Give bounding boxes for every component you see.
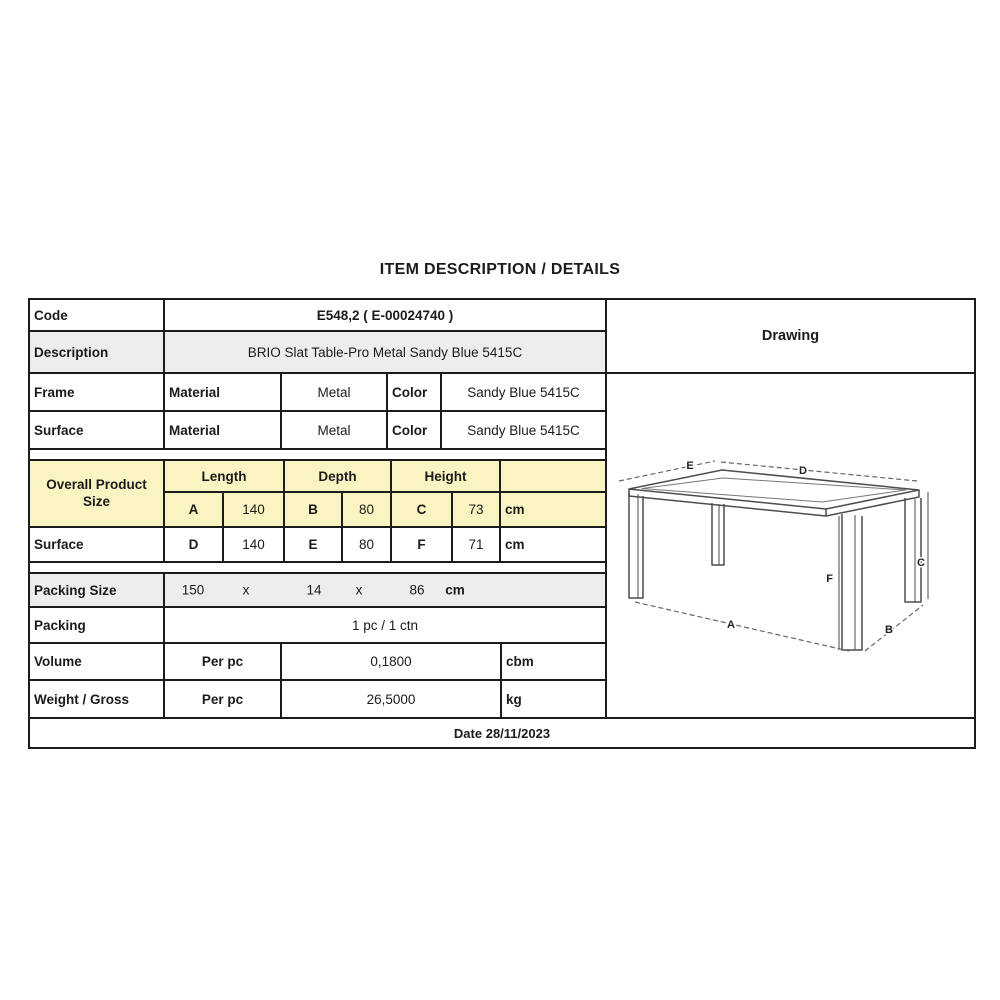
dim-value-a: 140 xyxy=(224,493,285,528)
drawing-label-c: C xyxy=(917,557,925,569)
description-label: Description xyxy=(30,332,165,372)
code-value: E548,2 ( E-00024740 ) xyxy=(316,307,454,323)
back-left-leg xyxy=(712,503,724,565)
surface-material-value: Metal xyxy=(282,412,388,448)
drawing-header: Drawing xyxy=(607,300,974,374)
depth-header: Depth xyxy=(285,461,392,493)
packing-size-times: x xyxy=(355,582,363,598)
surface-material-label: Material xyxy=(165,412,282,448)
tabletop-inset-line xyxy=(642,478,906,502)
weight-basis: Per pc xyxy=(165,681,282,717)
date-row xyxy=(30,717,974,747)
drawing-label-f: F xyxy=(826,573,833,585)
frame-color-label: Color xyxy=(388,374,442,410)
dim-key-a: A xyxy=(165,493,224,528)
dim-value-c: 73 xyxy=(453,493,501,528)
front-right-leg xyxy=(842,514,862,650)
dim-value-e: 80 xyxy=(343,528,392,561)
frame-material-value: Metal xyxy=(282,374,388,410)
weight-value: 26,5000 xyxy=(282,681,502,717)
height-header: Height xyxy=(392,461,501,493)
weight-label: Weight / Gross xyxy=(30,681,165,717)
tabletop-outline xyxy=(629,470,919,509)
drawing-canvas xyxy=(607,374,974,717)
packing-value: 1 pc / 1 ctn xyxy=(351,617,419,633)
back-right-leg xyxy=(905,498,921,602)
packing-size-depth: 14 xyxy=(306,582,322,598)
drawing-label-b: B xyxy=(885,624,893,636)
code-label: Code xyxy=(30,300,165,330)
size-header-unit-spacer xyxy=(501,461,605,493)
overall-unit: cm xyxy=(501,493,605,528)
date-value: Date 28/11/2023 xyxy=(453,725,551,741)
drawing-label-a: A xyxy=(727,619,735,631)
frame-color-value: Sandy Blue 5415C xyxy=(467,384,580,400)
volume-basis: Per pc xyxy=(165,644,282,679)
surface-color-value: Sandy Blue 5415C xyxy=(467,422,580,438)
table-upper-section xyxy=(30,300,974,717)
volume-row xyxy=(30,644,605,681)
overall-size-label: Overall Product Size xyxy=(30,461,165,528)
frame-row xyxy=(30,374,605,412)
packing-size-values xyxy=(165,574,605,606)
description-value: BRIO Slat Table-Pro Metal Sandy Blue 5415C xyxy=(247,344,523,360)
dim-line-d xyxy=(721,462,917,481)
dim-key-c: C xyxy=(392,493,453,528)
dim-value-f: 71 xyxy=(453,528,501,561)
drawing-label-e: E xyxy=(686,460,694,472)
volume-unit: cbm xyxy=(506,654,534,669)
packing-size-height: 86 xyxy=(409,582,425,598)
dim-key-f: F xyxy=(392,528,453,561)
packing-size-row xyxy=(30,574,605,608)
dim-value-b: 80 xyxy=(343,493,392,528)
code-row xyxy=(30,300,605,332)
length-header: Length xyxy=(165,461,285,493)
drawing-label-d: D xyxy=(799,465,807,477)
data-column xyxy=(30,300,607,717)
dim-value-d: 140 xyxy=(224,528,285,561)
drawing-column xyxy=(607,300,974,717)
dim-line-a xyxy=(635,602,849,651)
weight-unit: kg xyxy=(506,691,522,707)
surface-label: Surface xyxy=(30,412,165,448)
section-separator xyxy=(30,450,605,461)
packing-size-length: 150 xyxy=(181,582,205,598)
packing-label: Packing xyxy=(30,608,165,642)
dim-key-d: D xyxy=(165,528,224,561)
packing-row xyxy=(30,608,605,644)
volume-label: Volume xyxy=(30,644,165,679)
table-technical-drawing xyxy=(607,374,970,711)
surface-unit: cm xyxy=(505,537,525,552)
packing-size-label: Packing Size xyxy=(30,574,165,606)
packing-size-unit: cm xyxy=(445,582,465,598)
dim-line-b xyxy=(865,605,923,651)
description-row xyxy=(30,332,605,374)
frame-label: Frame xyxy=(30,374,165,410)
dim-key-e: E xyxy=(285,528,343,561)
section-separator xyxy=(30,563,605,574)
surface-color-label: Color xyxy=(388,412,442,448)
overall-size-grid xyxy=(30,461,605,563)
item-details-table xyxy=(28,298,976,749)
frame-material-label: Material xyxy=(165,374,282,410)
dim-line-e xyxy=(619,461,715,481)
dim-key-b: B xyxy=(285,493,343,528)
front-left-leg xyxy=(629,493,643,598)
weight-row xyxy=(30,681,605,717)
surface-row xyxy=(30,412,605,450)
surface-size-label: Surface xyxy=(30,528,165,561)
page-title: ITEM DESCRIPTION / DETAILS xyxy=(379,261,621,278)
packing-size-times: x xyxy=(242,582,250,598)
volume-value: 0,1800 xyxy=(282,644,502,679)
